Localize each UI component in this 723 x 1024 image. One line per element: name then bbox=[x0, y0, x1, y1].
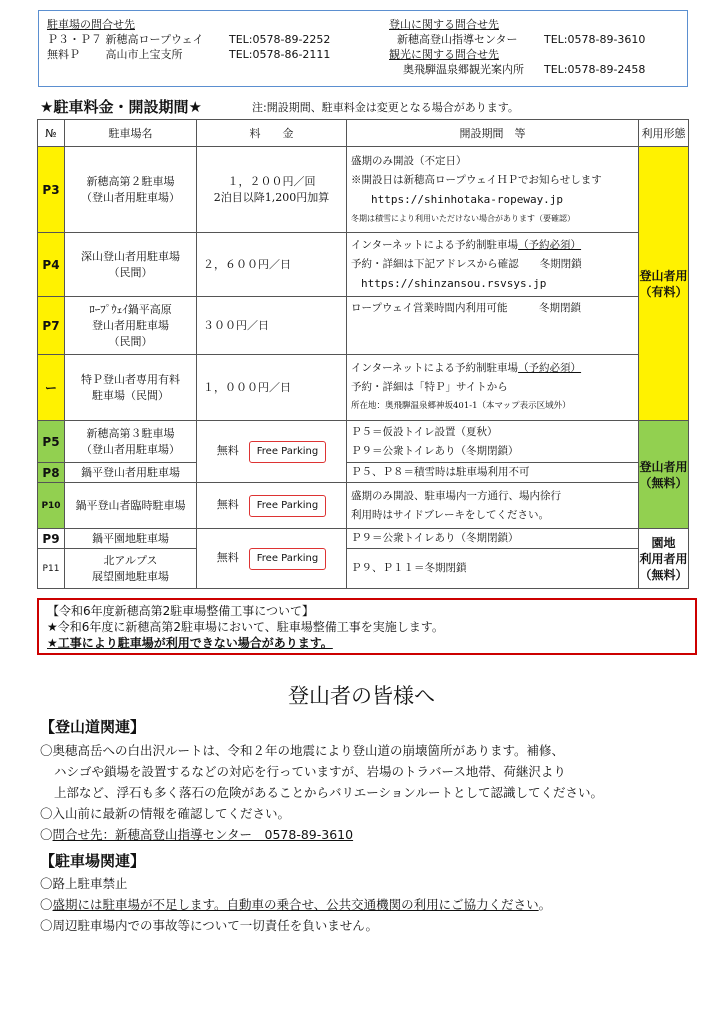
trail-contact: 問合せ先：新穂高登山指導センター 0578-89-3610 bbox=[52, 827, 354, 842]
parking-contact-heading: 駐車場の問合せ先 bbox=[47, 18, 135, 31]
row-name: 特Ｐ登山者専用有料 駐車場（民間） bbox=[65, 355, 197, 421]
use-type-paid: 登山者用 （有料） bbox=[639, 147, 689, 421]
row-name: 鍋平園地駐車場 bbox=[65, 529, 197, 549]
row-code: P9 bbox=[38, 529, 65, 549]
tour-contact-heading: 観光に関する問合せ先 bbox=[389, 48, 499, 61]
section-title: ★駐車料金・開設期間★ bbox=[40, 98, 202, 116]
row-code: P5 bbox=[38, 421, 65, 463]
table-row bbox=[38, 463, 689, 483]
ropeway-link[interactable]: https://shinhotaka-ropeway.jp bbox=[371, 192, 564, 206]
table-row bbox=[38, 483, 689, 529]
row-code: P4 bbox=[38, 233, 65, 297]
use-type-free: 登山者用 （無料） bbox=[639, 421, 689, 529]
row-code: P3 bbox=[38, 147, 65, 233]
parking-contact-row: 無料Ｐ 高山市上宝支所 TEL:0578-86-2111 bbox=[47, 48, 331, 61]
table-row bbox=[38, 147, 689, 233]
table-row bbox=[38, 297, 689, 355]
page-title: 登山者の皆様へ bbox=[288, 684, 435, 708]
row-fee: 無料 Free Parking bbox=[197, 529, 347, 589]
free-parking-badge: Free Parking bbox=[249, 495, 326, 517]
parking-heading: 【駐車場関連】 bbox=[40, 852, 146, 870]
use-type-park: 園地 利用者用 （無料） bbox=[639, 529, 689, 589]
parking-section: 〇路上駐車禁止 〇盛期には駐車場が不足します。自動車の乗合せ、公共交通機関の利用にご協力ください。 〇周辺駐車場内での事故等について一切責任を負いません。 bbox=[40, 876, 552, 933]
row-period: Ｐ９＝公衆トイレあり（冬期閉鎖） bbox=[347, 529, 639, 549]
header-name: 駐車場名 bbox=[65, 120, 197, 147]
shinzansou-link[interactable]: https://shinzansou.rsvsys.jp bbox=[361, 277, 547, 290]
free-parking-badge: Free Parking bbox=[249, 548, 326, 570]
header-period: 開設期間 等 bbox=[347, 120, 639, 147]
row-fee: ２，６００円／日 bbox=[197, 233, 347, 297]
row-code: P10 bbox=[38, 483, 65, 529]
climb-contact-heading: 登山に関する問合せ先 bbox=[389, 18, 499, 31]
table-row bbox=[38, 421, 689, 463]
section-note: 注:開設期間、駐車料金は変更となる場合があります。 bbox=[252, 101, 519, 114]
row-name: 深山登山者用駐車場 （民間） bbox=[65, 233, 197, 297]
row-period: ロープウェイ営業時間内利用可能 冬期閉鎖 bbox=[347, 297, 639, 355]
trail-section: 〇奥穂高岳への白出沢ルートは、令和２年の地震により登山道の崩壊箇所があります。補修、 ハシゴや鎖場を設置するなどの対応を行っていますが、岩場のトラバース地帯、荷継沢より 上部など、浮石も多く落石の危険があることからバリエーションルートとして認識してください。 〇入山前に最新の情報を確認してください。 〇問合せ先：新穂高登山指導センター 0578-89-3610 bbox=[40, 743, 603, 842]
climb-tour-contacts bbox=[389, 17, 645, 77]
row-period: 盛期のみ開設（不定日） ※開設日は新穂高ロープウェイＨＰでお知らせします https://shinhotaka-ropeway.jp 冬期は積雪により利用いただけない場合があります（要確認） bbox=[347, 147, 639, 233]
climb-contact-row: 新穂高登山指導センター TEL:0578-89-3610 bbox=[397, 33, 646, 46]
header-no: № bbox=[38, 120, 65, 147]
header-use: 利用形態 bbox=[639, 120, 689, 147]
notice-line: ★令和6年度に新穂高第2駐車場において、駐車場整備工事を実施します。 bbox=[47, 620, 444, 634]
table-row bbox=[38, 549, 689, 589]
row-name: 鍋平登山者臨時駐車場 bbox=[65, 483, 197, 529]
row-fee: ３００円／日 bbox=[197, 297, 347, 355]
row-name: ﾛｰﾌﾟｳｪｲ鍋平高原 登山者用駐車場 （民間） bbox=[65, 297, 197, 355]
row-code: ー bbox=[38, 355, 65, 421]
row-code: P8 bbox=[38, 463, 65, 483]
trail-heading: 【登山道関連】 bbox=[40, 718, 146, 736]
notice-title: 【令和6年度新穂高第2駐車場整備工事について】 bbox=[47, 604, 315, 618]
row-name: 鍋平登山者用駐車場 bbox=[65, 463, 197, 483]
parking-contact-row: Ｐ３・Ｐ７ 新穂高ロープウェイ TEL:0578-89-2252 bbox=[47, 33, 331, 46]
table-row bbox=[38, 233, 689, 297]
row-name: 新穂高第２駐車場 （登山者用駐車場） bbox=[65, 147, 197, 233]
free-parking-badge: Free Parking bbox=[249, 441, 326, 463]
row-period: Ｐ５＝仮設トイレ設置（夏秋） Ｐ９＝公衆トイレあり（冬期閉鎖） bbox=[347, 421, 639, 463]
row-name: 北アルプス 展望園地駐車場 bbox=[65, 549, 197, 589]
parking-table bbox=[37, 119, 689, 589]
notice-warning: ★工事により駐車場が利用できない場合があります。 bbox=[47, 636, 333, 650]
table-header-row bbox=[38, 120, 689, 147]
row-name: 新穂高第３駐車場 （登山者用駐車場） bbox=[65, 421, 197, 463]
table-row bbox=[38, 355, 689, 421]
row-fee: 無料 Free Parking bbox=[197, 421, 347, 483]
tour-contact-row: 奥飛騨温泉郷観光案内所 TEL:0578-89-2458 bbox=[403, 63, 646, 76]
row-period: Ｐ９、Ｐ１１＝冬期閉鎖 bbox=[347, 549, 639, 589]
row-fee: 無料 Free Parking bbox=[197, 483, 347, 529]
table-row bbox=[38, 529, 689, 549]
row-period: Ｐ５、Ｐ８＝積雪時は駐車場利用不可 bbox=[347, 463, 639, 483]
header-fee: 料 金 bbox=[197, 120, 347, 147]
row-period: インターネットによる予約制駐車場（予約必須） 予約・詳細は「特Ｐ」サイトから 所在地：奥飛騨温泉郷神坂401-1（本マップ表示区域外） bbox=[347, 355, 639, 421]
row-fee: １，２００円／回 2泊目以降1,200円加算 bbox=[197, 147, 347, 233]
row-code: P11 bbox=[38, 549, 65, 589]
row-period: 盛期のみ開設、駐車場内一方通行、場内徐行 利用時はサイドブレーキをしてください。 bbox=[347, 483, 639, 529]
construction-notice bbox=[37, 598, 697, 655]
contact-box bbox=[38, 10, 688, 87]
parking-contacts bbox=[47, 17, 330, 62]
row-code: P7 bbox=[38, 297, 65, 355]
row-period: インターネットによる予約制駐車場（予約必須） 予約・詳細は下記アドレスから確認 冬期閉鎖 https://shinzansou.rsvsys.jp bbox=[347, 233, 639, 297]
row-fee: １，０００円／日 bbox=[197, 355, 347, 421]
